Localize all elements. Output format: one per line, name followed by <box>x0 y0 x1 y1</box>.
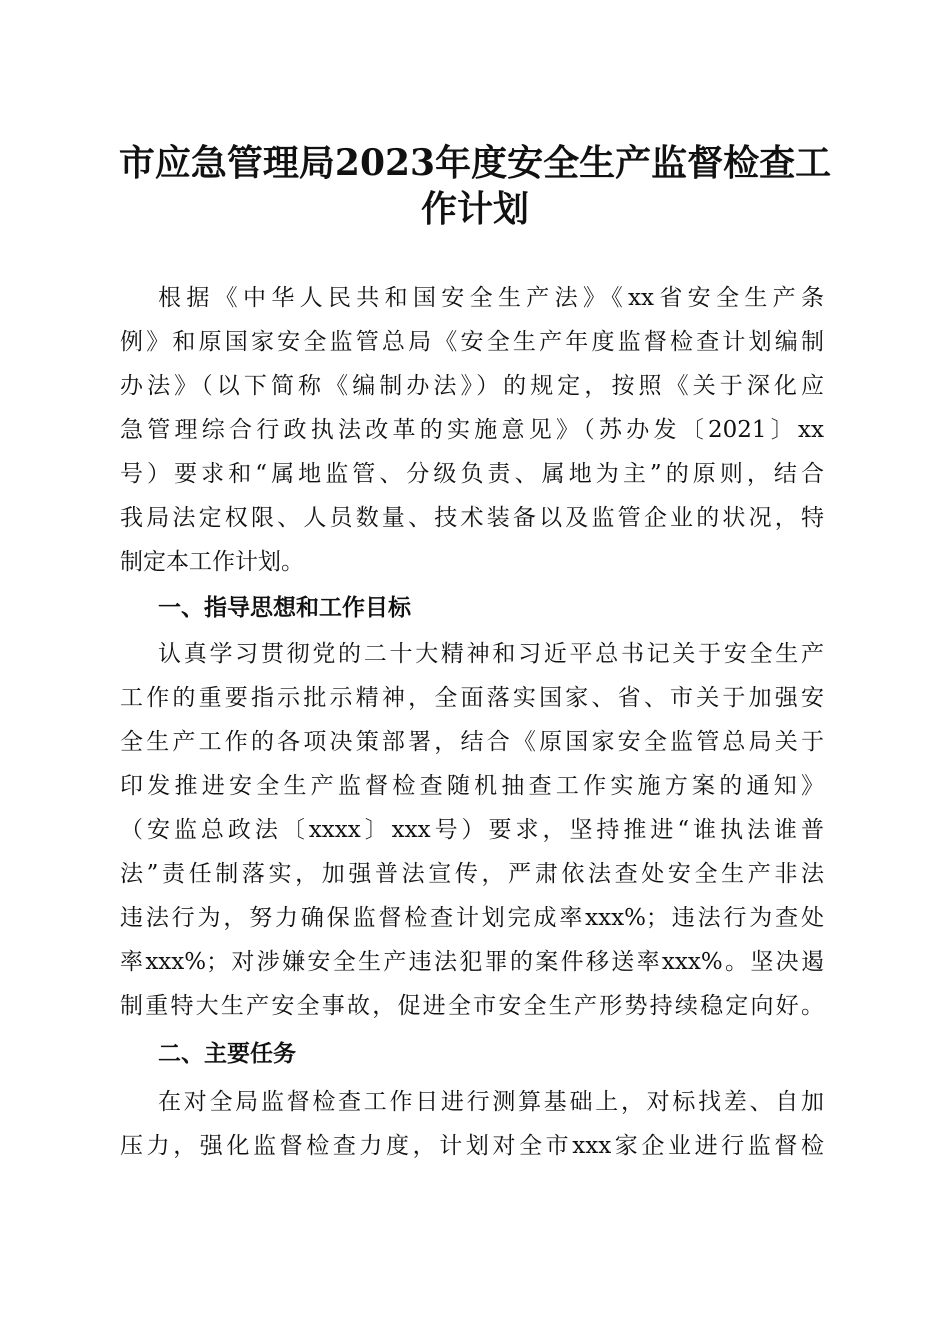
intro-line-5: 号）要求和“属地监管、分级负责、属地为主”的原则，结合 <box>120 461 824 487</box>
section2-line-1: 在对全局监督检查工作日进行测算基础上，对标找差、自加 <box>158 1089 824 1115</box>
intro-line-4: 急管理综合行政执法改革的实施意见》（苏办发〔2021〕xx <box>120 417 824 443</box>
section1-line-1: 认真学习贯彻党的二十大精神和习近平总书记关于安全生产 <box>158 641 824 667</box>
section2-line-2: 压力，强化监督检查力度，计划对全市xxx家企业进行监督检 <box>120 1133 824 1159</box>
section1-line-5: （安监总政法〔xxxx〕xxx号）要求，坚持推进“谁执法谁普 <box>120 817 824 843</box>
section1-line-6: 法”责任制落实，加强普法宣传，严肃依法查处安全生产非法 <box>120 861 824 887</box>
document-title-line-1: 市应急管理局2023年度安全生产监督检查工 <box>118 142 832 184</box>
intro-line-6: 我局法定权限、人员数量、技术装备以及监管企业的状况，特 <box>120 505 824 531</box>
section-heading-main-tasks: 二、主要任务 <box>158 1041 296 1067</box>
section1-line-4: 印发推进安全生产监督检查随机抽查工作实施方案的通知》 <box>120 773 824 799</box>
intro-line-7: 制定本工作计划。 <box>120 549 304 575</box>
intro-line-2: 例》和原国家安全监管总局《安全生产年度监督检查计划编制 <box>120 329 824 355</box>
intro-line-1: 根据《中华人民共和国安全生产法》《xx省安全生产条 <box>158 285 824 311</box>
intro-line-3: 办法》（以下简称《编制办法》）的规定，按照《关于深化应 <box>120 373 824 399</box>
section1-line-9: 制重特大生产安全事故，促进全市安全生产形势持续稳定向好。 <box>120 993 824 1019</box>
section1-line-2: 工作的重要指示批示精神，全面落实国家、省、市关于加强安 <box>120 685 824 711</box>
section1-line-8: 率xxx%；对涉嫌安全生产违法犯罪的案件移送率xxx%。坚决遏 <box>120 949 824 975</box>
document-title-line-2: 作计划 <box>420 188 529 230</box>
section-heading-guiding-ideology: 一、指导思想和工作目标 <box>158 595 411 621</box>
section1-line-7: 违法行为，努力确保监督检查计划完成率xxx%；违法行为查处 <box>120 905 824 931</box>
section1-line-3: 全生产工作的各项决策部署，结合《原国家安全监管总局关于 <box>120 729 824 755</box>
